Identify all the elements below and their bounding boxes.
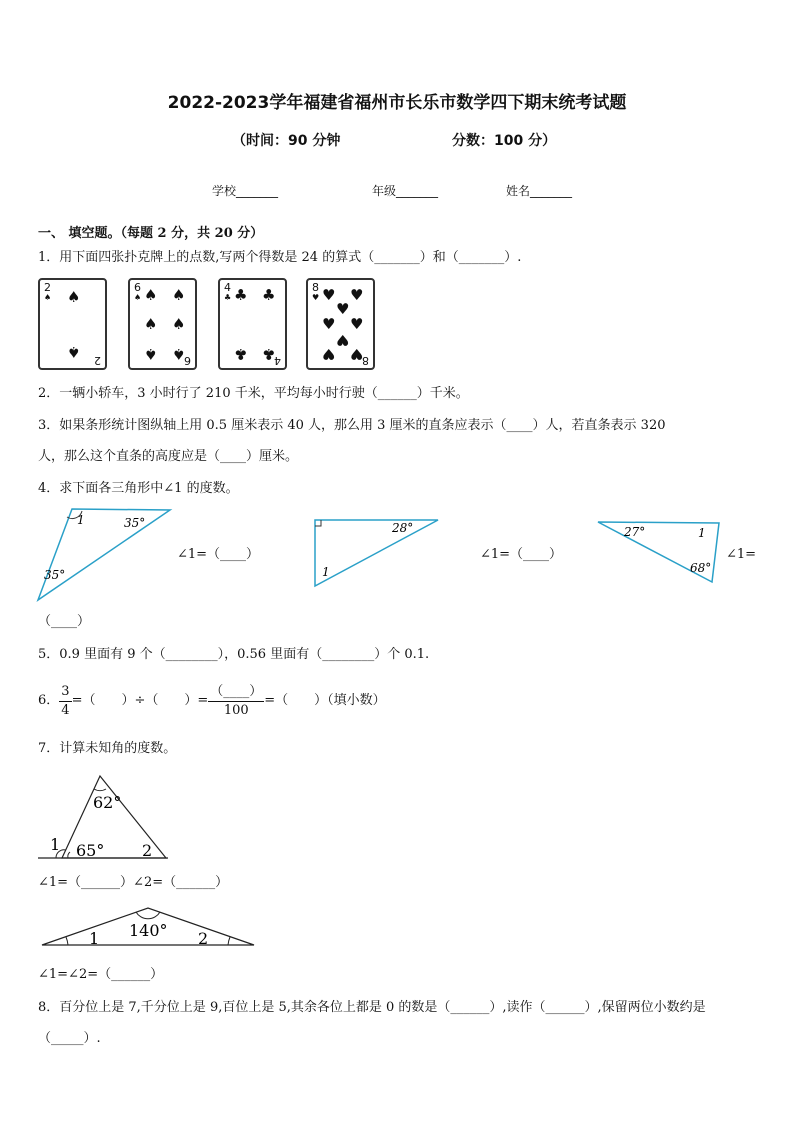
exam-score: 分数：100 分） bbox=[452, 133, 557, 149]
club-icon: ♣ bbox=[224, 293, 232, 302]
q4-answer-2: ∠1=（____） bbox=[480, 547, 563, 562]
club-icon: ♣ bbox=[234, 345, 248, 363]
heart-icon: ♥ bbox=[322, 345, 336, 363]
angle-label-1: 1 bbox=[77, 513, 85, 527]
q6-tail: =（ ）（填小数） bbox=[264, 693, 386, 708]
heart-icon: ♥ bbox=[336, 331, 350, 349]
card-rank: 8 bbox=[362, 354, 369, 367]
question-6 bbox=[38, 680, 386, 722]
heart-icon: ♥ bbox=[322, 286, 336, 304]
question-4: 4．求下面各三角形中∠1 的度数。 bbox=[38, 481, 239, 496]
triangle-3-diagram bbox=[594, 516, 724, 588]
name-field: 姓名_______ bbox=[506, 184, 573, 198]
exam-time: （时间：90 分钟 bbox=[232, 133, 341, 149]
heart-icon: ♥ bbox=[312, 293, 320, 302]
q7-answer-1: ∠1=（______）∠2=（______） bbox=[38, 875, 229, 890]
question-2: 2．一辆小轿车，3 小时行了 210 千米，平均每小时行驶（______）千米。 bbox=[38, 386, 469, 401]
playing-card-6-spades bbox=[128, 278, 197, 370]
club-icon: ♣ bbox=[262, 286, 276, 304]
spade-icon: ♠ bbox=[144, 286, 158, 304]
angle-label-27: 27° bbox=[624, 525, 646, 539]
angle-label-28: 28° bbox=[392, 521, 414, 535]
card-rank: 8 bbox=[312, 281, 319, 294]
angle-label-2: 2 bbox=[198, 929, 209, 948]
question-5: 5．0.9 里面有 9 个（________），0.56 里面有（________）个 0.1. bbox=[38, 647, 430, 662]
spade-icon: ♠ bbox=[172, 286, 186, 304]
spade-icon: ♠ bbox=[67, 343, 81, 361]
playing-card-4-clubs bbox=[218, 278, 287, 370]
angle-label-1: 1 bbox=[698, 526, 706, 540]
grade-field: 年级_______ bbox=[372, 184, 439, 198]
spade-icon: ♠ bbox=[67, 288, 81, 306]
fraction-denominator: 4 bbox=[61, 702, 70, 718]
heart-icon: ♥ bbox=[322, 315, 336, 333]
section-1-title: 一、 填空题。（每题 2 分，共 20 分） bbox=[38, 226, 264, 241]
fraction-3-4 bbox=[59, 683, 71, 720]
fraction-over-100 bbox=[208, 683, 264, 720]
spade-icon: ♠ bbox=[144, 315, 158, 333]
heart-icon: ♥ bbox=[336, 300, 350, 318]
spade-icon: ♠ bbox=[172, 315, 186, 333]
angle-label-35-top: 35° bbox=[124, 516, 146, 530]
triangle-1-diagram bbox=[34, 504, 179, 606]
angle-label-2: 2 bbox=[142, 841, 153, 860]
question-3-line-1: 3．如果条形统计图纵轴上用 0.5 厘米表示 40 人，那么用 3 厘米的直条应表示（____）人，若直条表示 320 bbox=[38, 418, 666, 433]
playing-card-8-hearts bbox=[306, 278, 375, 370]
angle-label-1: 1 bbox=[89, 929, 100, 948]
spade-icon: ♠ bbox=[134, 293, 142, 302]
angle-label-1: 1 bbox=[322, 565, 330, 579]
question-3-line-2: 人，那么这个直条的高度应是（____）厘米。 bbox=[38, 449, 299, 464]
q6-middle: =（ ）÷（ ）= bbox=[71, 693, 209, 708]
spade-icon: ♠ bbox=[44, 293, 52, 302]
card-rank: 4 bbox=[224, 281, 231, 294]
q6-number: 6． bbox=[38, 693, 60, 708]
card-rank: 2 bbox=[44, 281, 51, 294]
fraction-numerator: 3 bbox=[59, 683, 71, 702]
triangle-5-diagram bbox=[38, 904, 258, 950]
q4-answer-1: ∠1=（____） bbox=[177, 547, 260, 562]
q4-answer-3-blank: （____） bbox=[38, 614, 91, 629]
q4-answer-3: ∠1= bbox=[726, 547, 757, 562]
heart-icon: ♥ bbox=[350, 286, 364, 304]
card-rank: 6 bbox=[184, 354, 191, 367]
angle-label-35-bottom: 35° bbox=[44, 568, 66, 582]
club-icon: ♣ bbox=[234, 286, 248, 304]
card-rank: 6 bbox=[134, 281, 141, 294]
spade-icon: ♠ bbox=[144, 345, 158, 363]
heart-icon: ♥ bbox=[350, 345, 364, 363]
playing-card-2-spades bbox=[38, 278, 107, 370]
school-field: 学校_______ bbox=[212, 184, 279, 198]
spade-icon: ♠ bbox=[172, 345, 186, 363]
card-rank: 4 bbox=[274, 354, 281, 367]
card-rank: 2 bbox=[94, 354, 101, 367]
question-8-line-1: 8．百分位上是 7,千分位上是 9,百位上是 5,其余各位上都是 0 的数是（______）,读作（______）,保留两位小数约是 bbox=[38, 1000, 706, 1015]
angle-label-140: 140° bbox=[129, 921, 168, 940]
page-title: 2022-2023学年福建省福州市长乐市数学四下期末统考试题 bbox=[167, 93, 627, 113]
fraction-numerator-blank: （____） bbox=[208, 683, 264, 702]
question-8-line-2: （_____）. bbox=[38, 1031, 101, 1046]
angle-label-68: 68° bbox=[690, 561, 712, 575]
question-7: 7．计算未知角的度数。 bbox=[38, 741, 177, 756]
angle-label-65: 65° bbox=[76, 841, 105, 860]
question-1: 1．用下面四张扑克牌上的点数,写两个得数是 24 的算式（_______）和（_______）. bbox=[38, 250, 522, 265]
angle-label-62: 62° bbox=[93, 793, 122, 812]
q7-answer-2: ∠1=∠2=（______） bbox=[38, 967, 164, 982]
angle-label-1: 1 bbox=[50, 835, 61, 854]
heart-icon: ♥ bbox=[350, 315, 364, 333]
triangle-4-diagram bbox=[38, 772, 173, 864]
club-icon: ♣ bbox=[262, 345, 276, 363]
fraction-denominator-100: 100 bbox=[223, 702, 249, 718]
triangle-2-diagram bbox=[310, 516, 445, 591]
